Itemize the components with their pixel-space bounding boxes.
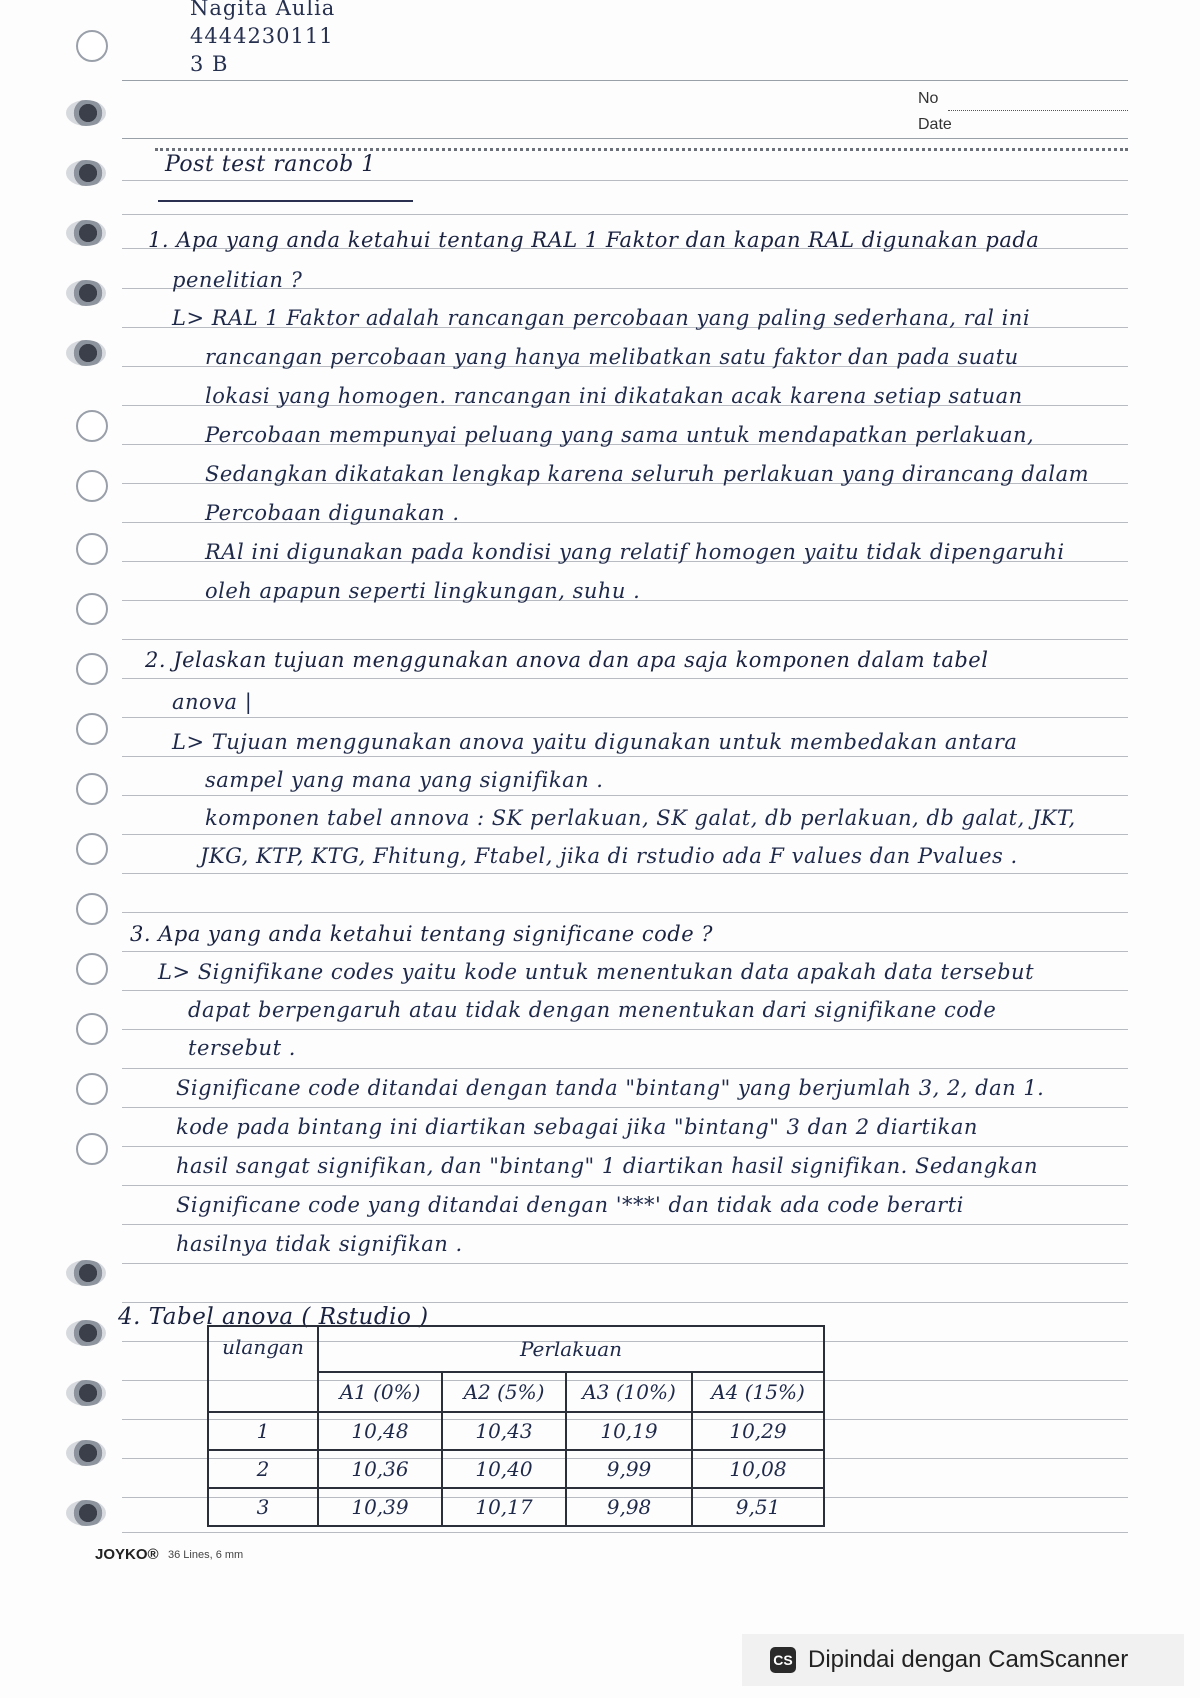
ruled-line — [122, 1224, 1128, 1225]
ruled-line — [122, 990, 1128, 991]
ruled-line — [122, 951, 1128, 952]
table-row — [208, 1488, 824, 1526]
question-4: 4. Tabel anova ( Rstudio ) — [118, 1304, 429, 1330]
answer-line: Percobaan mempunyai peluang yang sama untuk mendapatkan perlakuan, — [205, 423, 1035, 447]
notebook-brand: JOYKO® — [95, 1546, 159, 1563]
camscanner-watermark — [742, 1634, 1184, 1686]
text-line: anova | — [172, 690, 253, 714]
answer-line: komponen tabel annova : SK perlakuan, SK galat, db perlakuan, db galat, JKT, — [205, 806, 1076, 830]
ruled-line — [122, 1146, 1128, 1147]
binder-ring-icon — [66, 280, 106, 306]
binder-ring-icon — [66, 220, 106, 246]
ruled-line — [122, 1185, 1128, 1186]
date-label: Date — [918, 116, 952, 133]
ulangan-cell: 3 — [208, 1488, 318, 1526]
question-2: 2. Jelaskan tujuan menggunakan anova dan apa saja komponen dalam tabel — [145, 648, 989, 672]
binder-holes — [58, 18, 128, 1518]
ruled-line — [122, 1532, 1128, 1533]
binder-hole-icon — [76, 410, 108, 442]
ulangan-cell: 1 — [208, 1412, 318, 1450]
value-cell: 9,51 — [692, 1488, 824, 1526]
answer-line: rancangan percobaan yang hanya melibatkan satu faktor dan pada suatu — [205, 345, 1019, 369]
no-line — [948, 110, 1128, 111]
treatment-header: A4 (15%) — [692, 1372, 824, 1412]
text-line: penelitian ? — [172, 268, 303, 292]
answer-line: L> Tujuan menggunakan anova yaitu digunakan untuk membedakan antara — [172, 730, 1018, 754]
answer-line: Sedangkan dikatakan lengkap karena seluruh perlakuan yang dirancang dalam — [205, 462, 1090, 486]
value-cell: 10,17 — [442, 1488, 566, 1526]
ruled-line — [122, 873, 1128, 874]
camscanner-text: Dipindai dengan CamScanner — [808, 1646, 1129, 1673]
ruled-line — [122, 717, 1128, 718]
value-cell: 9,99 — [566, 1450, 692, 1488]
answer-line: hasil sangat signifikan, dan "bintang" 1 diartikan hasil signifikan. Sedangkan — [176, 1154, 1038, 1178]
binder-hole-icon — [76, 30, 108, 62]
ulangan-cell: 2 — [208, 1450, 318, 1488]
binder-hole-icon — [76, 713, 108, 745]
table-row — [208, 1412, 824, 1450]
ruled-line — [122, 180, 1128, 181]
binder-hole-icon — [76, 653, 108, 685]
binder-ring-icon — [66, 1380, 106, 1406]
binder-ring-icon — [66, 100, 106, 126]
binder-hole-icon — [76, 533, 108, 565]
binder-ring-icon — [66, 1260, 106, 1286]
ruled-line — [122, 756, 1128, 757]
ruled-line — [122, 1068, 1128, 1069]
answer-line: Significane code ditandai dengan tanda "bintang" yang berjumlah 3, 2, dan 1. — [176, 1076, 1045, 1100]
value-cell: 10,39 — [318, 1488, 442, 1526]
binder-ring-icon — [66, 340, 106, 366]
binder-hole-icon — [76, 1013, 108, 1045]
answer-line: oleh apapun seperti lingkungan, suhu . — [205, 579, 641, 603]
binder-hole-icon — [76, 593, 108, 625]
answer-line: dapat berpengaruh atau tidak dengan menentukan dari signifikane code — [188, 998, 997, 1022]
binder-hole-icon — [76, 773, 108, 805]
value-cell: 9,98 — [566, 1488, 692, 1526]
answer-line: L> RAL 1 Faktor adalah rancangan percobaan yang paling sederhana, ral ini — [172, 306, 1031, 330]
student-class: 3 B — [190, 52, 229, 76]
ruled-line — [122, 678, 1128, 679]
answer-line: kode pada bintang ini diartikan sebagai jika "bintang" 3 dan 2 diartikan — [176, 1115, 978, 1139]
ruled-line — [122, 214, 1128, 215]
value-cell: 10,48 — [318, 1412, 442, 1450]
answer-line: Significane code yang ditandai dengan '***' dan tidak ada code berarti — [176, 1193, 964, 1217]
value-cell: 10,36 — [318, 1450, 442, 1488]
ruled-line — [122, 1263, 1128, 1264]
answer-line: JKG, KTP, KTG, Fhitung, Ftabel, jika di rstudio ada F values dan Pvalues . — [200, 844, 1018, 868]
binder-ring-icon — [66, 1320, 106, 1346]
page-title: Post test rancob 1 — [165, 152, 376, 177]
ruled-line — [122, 639, 1128, 640]
binder-ring-icon — [66, 1500, 106, 1526]
answer-line: hasilnya tidak signifikan . — [176, 1232, 463, 1256]
dotted-margin-line — [155, 148, 1128, 151]
ruled-line — [122, 912, 1128, 913]
value-cell: 10,19 — [566, 1412, 692, 1450]
binder-ring-icon — [66, 1440, 106, 1466]
notebook-spec: 36 Lines, 6 mm — [168, 1549, 244, 1561]
ruled-line — [122, 1302, 1128, 1303]
col-header-ulangan: ulangan — [208, 1326, 318, 1412]
ruled-line — [122, 1029, 1128, 1030]
value-cell: 10,08 — [692, 1450, 824, 1488]
answer-line: sampel yang mana yang signifikan . — [205, 768, 604, 792]
binder-hole-icon — [76, 1133, 108, 1165]
question-3: 3. Apa yang anda ketahui tentang significane code ? — [130, 922, 714, 946]
treatment-header: A1 (0%) — [318, 1372, 442, 1412]
ruled-line — [122, 834, 1128, 835]
answer-line: lokasi yang homogen. rancangan ini dikatakan acak karena setiap satuan — [205, 384, 1023, 408]
answer-line: L> Signifikane codes yaitu kode untuk menentukan data apakah data tersebut — [158, 960, 1035, 984]
value-cell: 10,40 — [442, 1450, 566, 1488]
treatment-header: A2 (5%) — [442, 1372, 566, 1412]
treatment-header: A3 (10%) — [566, 1372, 692, 1412]
answer-line: RAl ini digunakan pada kondisi yang relatif homogen yaitu tidak dipengaruhi — [205, 540, 1065, 564]
ruled-line — [122, 795, 1128, 796]
binder-ring-icon — [66, 160, 106, 186]
binder-hole-icon — [76, 1073, 108, 1105]
binder-hole-icon — [76, 470, 108, 502]
binder-hole-icon — [76, 833, 108, 865]
student-name: Nagita Aulia — [190, 0, 336, 20]
no-label: No — [918, 90, 939, 107]
date-rule — [122, 138, 1128, 139]
answer-line: Percobaan digunakan . — [205, 501, 460, 525]
student-id: 4444230111 — [190, 24, 334, 48]
value-cell: 10,43 — [442, 1412, 566, 1450]
header-rule — [122, 80, 1128, 81]
camscanner-logo-icon: CS — [770, 1647, 796, 1673]
ruled-line — [122, 1107, 1128, 1108]
group-header-perlakuan: Perlakuan — [318, 1326, 824, 1372]
value-cell: 10,29 — [692, 1412, 824, 1450]
question-1: 1. Apa yang anda ketahui tentang RAL 1 Faktor dan kapan RAL digunakan pada — [148, 228, 1040, 252]
table-row — [208, 1450, 824, 1488]
binder-hole-icon — [76, 893, 108, 925]
answer-line: tersebut . — [188, 1036, 296, 1060]
title-underline — [158, 200, 413, 202]
binder-hole-icon — [76, 953, 108, 985]
data-table — [207, 1325, 825, 1527]
